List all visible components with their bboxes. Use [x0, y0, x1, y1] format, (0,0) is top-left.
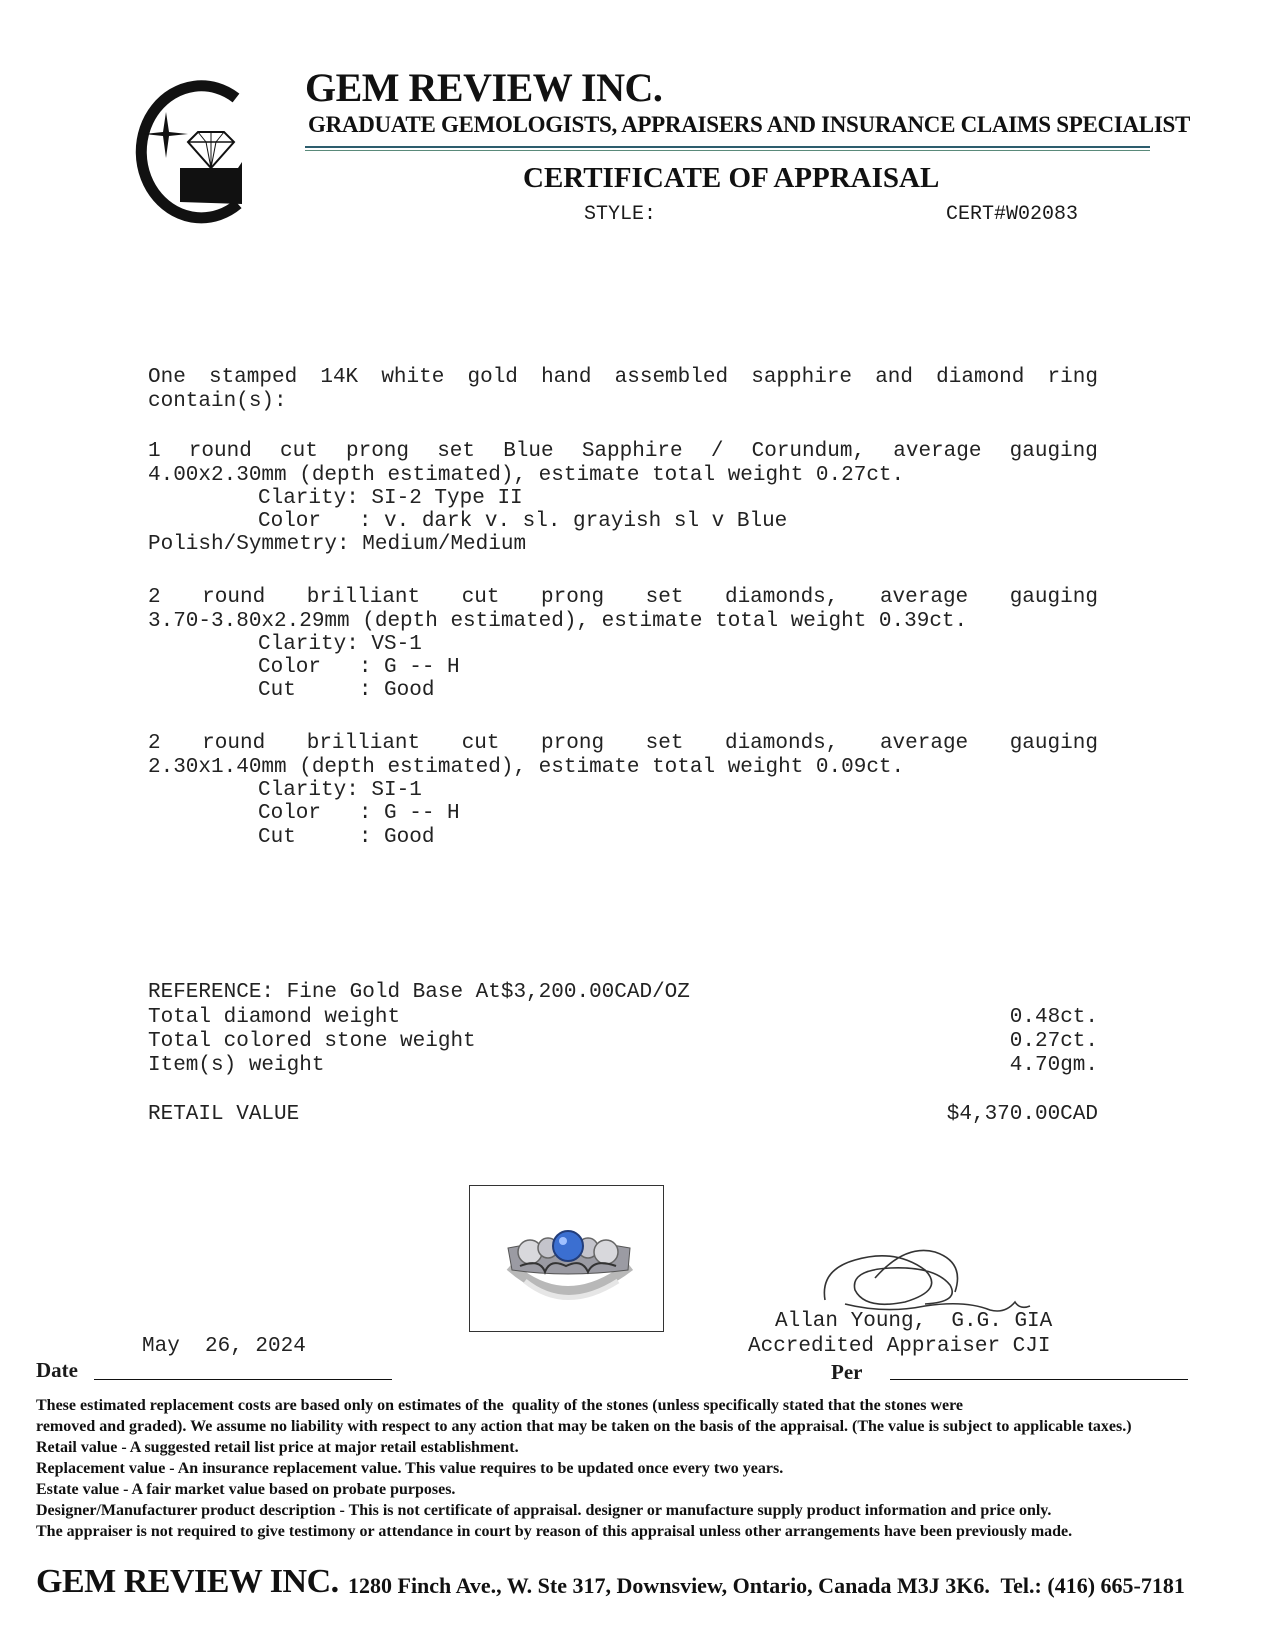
footer-company-name: GEM REVIEW INC. [36, 1563, 339, 1600]
stone-color: Color : G -- H [258, 802, 460, 825]
stone-description-line: 2 round brilliant cut prong set diamonds, average gauging [148, 586, 1098, 609]
retail-value-label: RETAIL VALUE [148, 1103, 300, 1126]
gem-review-logo-icon [118, 72, 258, 224]
date-label: Date [36, 1358, 78, 1382]
stone-description-line: 2 round brilliant cut prong set diamonds, average gauging [148, 732, 1098, 755]
stone-measurement: 2.30x1.40mm (depth estimated), estimate total weight 0.09ct. [148, 756, 905, 779]
summary-row: Total colored stone weight 0.27ct. [148, 1030, 1098, 1053]
stone-polish-symmetry: Polish/Symmetry: Medium/Medium [148, 533, 527, 556]
stone-description-line: 1 round cut prong set Blue Sapphire / Corundum, average gauging [148, 440, 1098, 463]
retail-value-amount: $4,370.00CAD [946, 1103, 1098, 1126]
disclaimer-line: Designer/Manufacturer product description - This is not certificate of appraisal. designer or manufacture supply product information and price only. [36, 1502, 1052, 1519]
stone-color: Color : v. dark v. sl. grayish sl v Blue [258, 510, 788, 533]
ring-image-icon [470, 1186, 663, 1331]
company-name: GEM REVIEW INC. [305, 65, 663, 110]
disclaimer-line: Replacement value - An insurance replacement value. This value requires to be updated once every two years. [36, 1460, 784, 1477]
summary-row: Item(s) weight 4.70gm. [148, 1054, 1098, 1077]
stone-clarity: Clarity: SI-2 Type II [258, 487, 523, 510]
disclaimer-line: Retail value - A suggested retail list price at major retail establishment. [36, 1439, 519, 1456]
stone-clarity: Clarity: VS-1 [258, 633, 422, 656]
appraisal-date: May 26, 2024 [142, 1335, 306, 1358]
footer-address: 1280 Finch Ave., W. Ste 317, Downsview, Ontario, Canada M3J 3K6. Tel.: (416) 665-7181 [348, 1573, 1185, 1598]
appraiser-title: Accredited Appraiser CJI [748, 1335, 1051, 1358]
disclaimer-line: The appraiser is not required to give testimony or attendance in court by reason of this appraisal unless other arrangements have been previously made. [36, 1523, 1073, 1540]
certificate-number: CERT#W02083 [946, 203, 1079, 226]
stone-cut: Cut : Good [258, 679, 435, 702]
stone-measurement: 3.70-3.80x2.29mm (depth estimated), estimate total weight 0.39ct. [148, 610, 968, 633]
stone-clarity: Clarity: SI-1 [258, 779, 422, 802]
ring-photo [469, 1185, 664, 1332]
header-rule [305, 146, 1150, 148]
appraiser-name: Allan Young, G.G. GIA [775, 1310, 1053, 1333]
style-label: STYLE: [584, 203, 657, 226]
disclaimer-line: removed and graded). We assume no liability with respect to any action that may be taken on the basis of the appraisal. (The value is subject to applicable taxes.) [36, 1418, 1132, 1435]
per-signature-line [890, 1379, 1188, 1380]
item-description-line: contain(s): [148, 390, 287, 413]
retail-value-row [148, 1103, 1098, 1126]
gold-reference: REFERENCE: Fine Gold Base At$3,200.00CAD/OZ [148, 981, 690, 1004]
date-signature-line [94, 1379, 392, 1380]
disclaimer-line: These estimated replacement costs are based only on estimates of the quality of the stones (unless specifically stated that the stones were [36, 1397, 964, 1414]
disclaimer-line: Estate value - A fair market value based on probate purposes. [36, 1481, 456, 1498]
summary-row: Total diamond weight 0.48ct. [148, 1006, 1098, 1029]
company-tagline: GRADUATE GEMOLOGISTS, APPRAISERS AND INSURANCE CLAIMS SPECIALIST [308, 112, 1191, 137]
stone-measurement: 4.00x2.30mm (depth estimated), estimate total weight 0.27ct. [148, 464, 905, 487]
stone-color: Color : G -- H [258, 656, 460, 679]
item-description-line: One stamped 14K white gold hand assembled sapphire and diamond ring [148, 366, 1098, 389]
stone-cut: Cut : Good [258, 826, 435, 849]
header-rule-secondary [305, 150, 1150, 151]
certificate-title: CERTIFICATE OF APPRAISAL [523, 162, 940, 194]
per-label: Per [831, 1360, 863, 1384]
